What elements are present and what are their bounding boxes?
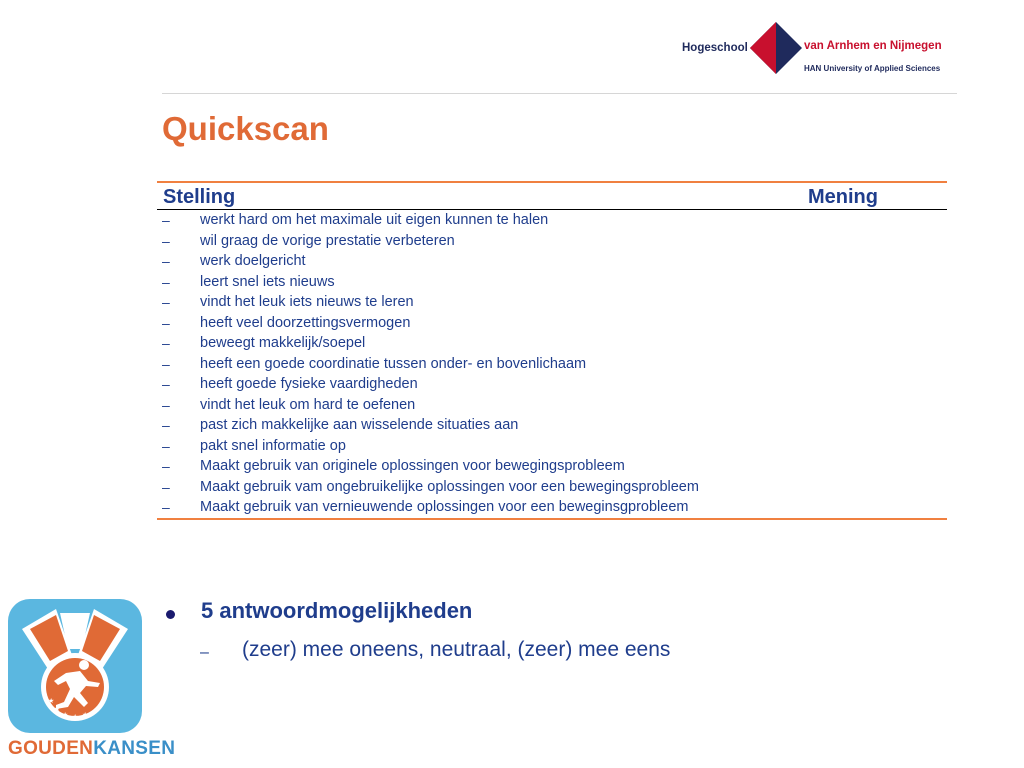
statement-text: vindt het leuk om hard te oefenen (200, 396, 416, 413)
table-header (157, 183, 947, 210)
column-header-stelling: Stelling (163, 186, 236, 208)
statement-text: beweegt makkelijk/soepel (200, 335, 366, 351)
svg-text:★: ★ (82, 712, 89, 719)
svg-text:★: ★ (48, 698, 55, 705)
table-row (157, 497, 947, 518)
statement-text: leert snel iets nieuws (200, 273, 335, 290)
header-divider (162, 93, 957, 94)
table-row (157, 251, 947, 272)
statement-text: werkt hard om het maximale uit eigen kunnen te halen (200, 212, 549, 228)
row-dash: – (162, 273, 170, 290)
han-diamond-icon (750, 22, 802, 74)
table-row (157, 436, 947, 457)
row-dash: – (162, 478, 170, 495)
table-row (157, 313, 947, 334)
bullet-dot-icon (166, 610, 175, 619)
logo-text-arnhem: van Arnhem en Nijmegen (804, 40, 942, 52)
table-row (157, 415, 947, 436)
logo-text-gouden: GOUDEN (8, 738, 94, 759)
bullet-text: 5 antwoordmogelijkheden (201, 598, 473, 623)
row-dash: – (162, 396, 170, 413)
statement-text: werk doelgericht (200, 253, 306, 269)
row-dash: – (162, 376, 170, 392)
statement-text: Maakt gebruik van originele oplossingen voor bewegingsprobleem (200, 458, 625, 474)
sub-bullet-text: (zeer) mee oneens, neutraal, (zeer) mee eens (242, 638, 671, 661)
row-dash: – (162, 499, 170, 515)
row-dash: – (162, 212, 170, 228)
quickscan-table (157, 181, 947, 520)
logo-text-kansen: KANSEN (93, 738, 176, 759)
table-row (157, 231, 947, 252)
table-row (157, 395, 947, 416)
slide-title: Quickscan (162, 110, 329, 147)
logo-text-hogeschool: Hogeschool (682, 42, 748, 54)
column-header-mening: Mening (808, 186, 878, 208)
row-dash: – (162, 417, 170, 433)
table-bottom-rule (157, 518, 947, 520)
svg-text:★: ★ (54, 706, 61, 713)
statement-text: heeft goede fysieke vaardigheden (200, 376, 418, 392)
row-dash: – (162, 314, 170, 331)
svg-text:★: ★ (62, 712, 69, 719)
statement-text: wil graag de vorige prestatie verbeteren (200, 232, 455, 249)
table-row (157, 456, 947, 477)
statement-list (157, 210, 947, 518)
row-dash: – (162, 437, 170, 454)
gouden-kansen-logo-text (8, 738, 175, 760)
statement-text: Maakt gebruik vam ongebruikelijke oplossingen voor een bewegingsprobleem (200, 478, 699, 495)
row-dash: – (162, 335, 170, 351)
table-row (157, 210, 947, 231)
statement-text: pakt snel informatie op (200, 437, 346, 454)
sub-bullet-dash: – (200, 644, 209, 661)
table-row (157, 477, 947, 498)
row-dash: – (162, 294, 170, 310)
table-row (157, 292, 947, 313)
table-row (157, 333, 947, 354)
statement-text: past zich makkelijke aan wisselende situaties aan (200, 417, 519, 433)
table-row (157, 374, 947, 395)
row-dash: – (162, 355, 170, 372)
row-dash: – (162, 232, 170, 249)
statement-text: Maakt gebruik van vernieuwende oplossingen voor een beweginsgprobleem (200, 499, 689, 515)
statement-text: heeft een goede coordinatie tussen onder- en bovenlichaam (200, 355, 587, 372)
row-dash: – (162, 458, 170, 474)
statement-text: vindt het leuk iets nieuws te leren (200, 294, 414, 310)
statement-text: heeft veel doorzettingsvermogen (200, 314, 411, 331)
gouden-kansen-medal-icon (8, 599, 142, 733)
table-row (157, 272, 947, 293)
table-row (157, 354, 947, 375)
svg-text:★: ★ (72, 714, 79, 721)
row-dash: – (162, 253, 170, 269)
logo-subtitle: HAN University of Applied Sciences (804, 64, 941, 73)
